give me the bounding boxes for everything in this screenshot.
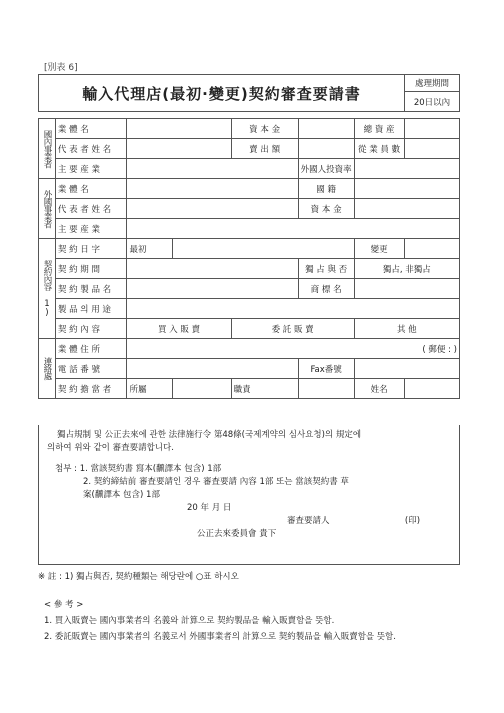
domestic-rep-name-field[interactable]	[127, 139, 231, 159]
request-date: 20 年 月 日	[187, 503, 232, 513]
contact-position-field[interactable]	[298, 379, 354, 399]
notice-line2: 의하여 위와 같이 審査要請합니다.	[47, 443, 174, 453]
contract-change-label: 變更	[354, 239, 404, 259]
foreign-capital-label: 資 本 金	[298, 199, 354, 219]
contact-fax-field[interactable]	[354, 359, 459, 379]
domestic-main-product-label: 主 要 産 業	[55, 159, 127, 179]
domestic-biz-name-field[interactable]	[127, 119, 231, 139]
main-form-table	[38, 118, 460, 399]
contact-dept-label: 所屬	[127, 379, 172, 399]
contact-dept-field[interactable]	[172, 379, 231, 399]
form-tag: [別表 6]	[44, 63, 78, 73]
contract-initial-label: 最初	[127, 239, 172, 259]
contact-fax-label: Fax番號	[298, 359, 354, 379]
foreign-biz-name-label: 業 體 名	[55, 179, 127, 199]
contract-exclusive-label: 獨 占 與 否	[298, 259, 354, 279]
contract-content-label: 契 約 內 容	[55, 319, 127, 339]
requester-label: 審査要請人	[287, 516, 330, 526]
contact-phone-label: 電 話 番 號	[55, 359, 127, 379]
domestic-foreign-ratio-field[interactable]	[354, 159, 459, 179]
contract-trademark-field[interactable]	[354, 279, 459, 299]
foreign-nationality-field[interactable]	[354, 179, 459, 199]
domestic-employees-label: 從 業 員 數	[354, 139, 404, 159]
footnote: ※ 註 : 1) 獨占與否, 契約種類는 해당란에 ○표 하시오	[38, 572, 239, 582]
foreign-rep-name-field[interactable]	[127, 199, 298, 219]
contact-name-label: 姓名	[354, 379, 404, 399]
domestic-capital-label: 資 本 金	[231, 119, 298, 139]
contact-postal-field[interactable]: ( 郵便 : )	[127, 339, 460, 359]
domestic-group-label: 國內事業者	[39, 119, 56, 179]
domestic-employees-field[interactable]	[404, 139, 459, 159]
contract-product-field[interactable]	[127, 279, 298, 299]
title-table	[38, 74, 460, 112]
domestic-rep-name-label: 代 表 者 姓 名	[55, 139, 127, 159]
domestic-foreign-ratio-label: 外國人投資率	[298, 159, 354, 179]
processing-label: 處理期間	[405, 75, 460, 92]
contract-initial-field[interactable]	[172, 239, 354, 259]
contract-purchase-option[interactable]: 買 入 販 賣	[127, 319, 231, 339]
domestic-capital-field[interactable]	[298, 119, 354, 139]
contract-usage-label: 製 品 의 用 途	[55, 299, 127, 319]
contact-group-label: 連絡處	[39, 339, 56, 399]
notice-line1: 獨占規制 및 公正去來에 관한 法律施行令 第48條(국제계약의 심사요청)의 規定에	[57, 430, 362, 440]
reference-2: 2. 委託販賣는 國內事業者의 名義로서 外國事業者의 計算으로 契約製品을 輸入販賣함을 뜻함.	[44, 632, 396, 642]
domestic-total-assets-label: 總 資 産	[354, 119, 404, 139]
contract-trademark-label: 商 標 名	[298, 279, 354, 299]
contract-product-label: 契 約 製 品 名	[55, 279, 127, 299]
contact-position-label: 職責	[231, 379, 298, 399]
attachment-2b: 案(飜譯本 包含) 1部	[83, 490, 160, 500]
form-title: 輸入代理店(最初·變更)契約審査要請書	[39, 75, 405, 112]
contract-change-field[interactable]	[404, 239, 459, 259]
reference-1: 1. 買入販賣는 國內事業者의 名義와 計算으로 契約製品을 輸入販賣함을 뜻함.	[44, 616, 335, 626]
foreign-capital-field[interactable]	[354, 199, 459, 219]
contract-usage-field[interactable]	[127, 299, 460, 319]
contract-consign-option[interactable]: 委 託 販 賣	[231, 319, 354, 339]
attachment-2a: 2. 契約締結前 審査要請인 경우 審査要請 內容 1部 또는 當該契約書 草	[83, 477, 349, 487]
domestic-total-assets-field[interactable]	[404, 119, 459, 139]
domestic-biz-name-label: 業 體 名	[55, 119, 127, 139]
attachment-1: 첨부 : 1. 當該契約書 寫本(飜譯本 包含) 1部	[55, 464, 222, 474]
domestic-main-product-field[interactable]	[127, 159, 298, 179]
contact-address-label: 業 體 住 所	[55, 339, 127, 359]
domestic-sales-label: 賣 出 額	[231, 139, 298, 159]
contract-exclusive-options[interactable]: 獨占, 非獨占	[354, 259, 459, 279]
contract-period-label: 契 約 期 間	[55, 259, 127, 279]
seal-mark: (印)	[404, 516, 421, 526]
foreign-nationality-label: 國 籍	[298, 179, 354, 199]
foreign-biz-name-field[interactable]	[127, 179, 298, 199]
domestic-sales-field[interactable]	[298, 139, 354, 159]
contact-name-field[interactable]	[404, 379, 459, 399]
contract-date-label: 契 約 日 字	[55, 239, 127, 259]
reference-heading: < 參 考 >	[44, 600, 84, 610]
foreign-rep-name-label: 代 表 者 姓 名	[55, 199, 127, 219]
contract-group-label: 契約內容 1)	[39, 239, 56, 339]
contract-period-field[interactable]	[127, 259, 298, 279]
contact-phone-field[interactable]	[127, 359, 298, 379]
contract-other-option[interactable]: 其 他	[354, 319, 459, 339]
processing-value: 20日以內	[405, 92, 460, 112]
foreign-main-product-field[interactable]	[127, 219, 460, 239]
contact-manager-label: 契 約 擔 當 者	[55, 379, 127, 399]
foreign-group-label: 外國事業者	[39, 179, 56, 239]
addressee: 公正去來委員會 貴下	[197, 529, 277, 539]
foreign-main-product-label: 主 要 産 業	[55, 219, 127, 239]
request-notice	[38, 425, 460, 565]
